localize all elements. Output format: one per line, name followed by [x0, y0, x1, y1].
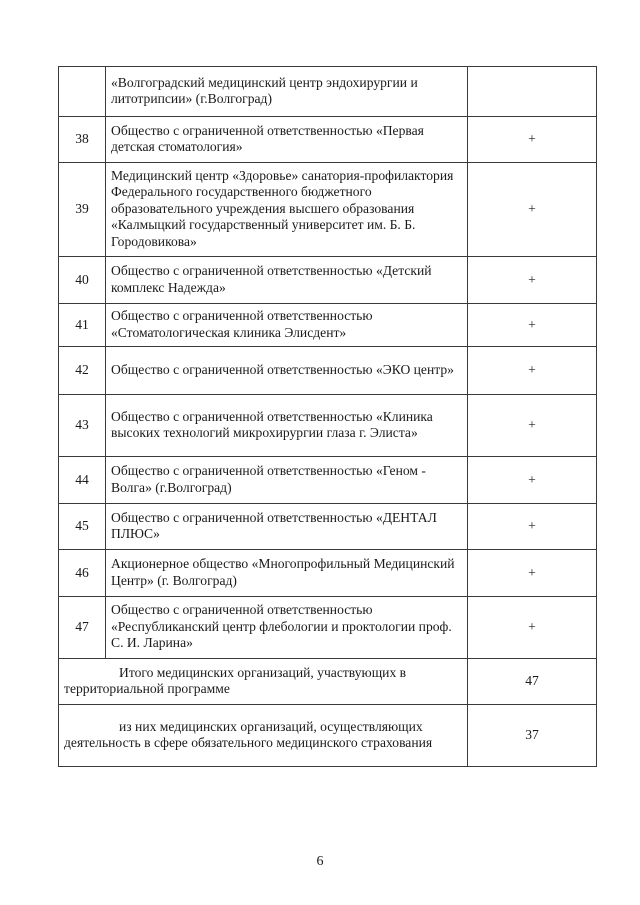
organization-name: Общество с ограниченной ответственностью «ЭКО центр»: [106, 347, 468, 395]
row-number: 41: [59, 304, 106, 347]
table-row: [59, 395, 597, 457]
row-number: 39: [59, 163, 106, 257]
table-row: [59, 504, 597, 550]
row-number: 47: [59, 597, 106, 659]
organization-name: Общество с ограниченной ответственностью «ДЕНТАЛ ПЛЮС»: [106, 504, 468, 550]
row-number: 46: [59, 550, 106, 597]
row-number: 42: [59, 347, 106, 395]
organization-name: Медицинский центр «Здоровье» санатория-профилактория Федерального государственного бюджетного образовательного учреждения высшего образования «Калмыцкий государственный университет им. Б. Б. Городовикова»: [106, 163, 468, 257]
participation-mark: +: [468, 504, 597, 550]
table-row: [59, 163, 597, 257]
oms-total-label-text: из них медицинских организаций, осуществляющих деятельность в сфере обязательного медицинского страхования: [64, 718, 433, 750]
table-row: [59, 67, 597, 117]
participation-mark: +: [468, 457, 597, 504]
total-label-text: Итого медицинских организаций, участвующих в территориальной программе: [64, 664, 407, 696]
organizations-table: [58, 66, 597, 767]
participation-mark: [468, 67, 597, 117]
total-row: [59, 659, 597, 705]
oms-total-value: 37: [468, 705, 597, 767]
organization-name: Общество с ограниченной ответственностью «Детский комплекс Надежда»: [106, 257, 468, 304]
table-row: [59, 457, 597, 504]
table-row: [59, 347, 597, 395]
row-number: [59, 67, 106, 117]
organization-name: «Волгоградский медицинский центр эндохирургии и литотрипсии» (г.Волгоград): [106, 67, 468, 117]
total-value: 47: [468, 659, 597, 705]
page-number: 6: [316, 854, 324, 869]
total-label: [59, 659, 468, 705]
participation-mark: +: [468, 304, 597, 347]
participation-mark: +: [468, 550, 597, 597]
organization-name: Общество с ограниченной ответственностью «Клиника высоких технологий микрохирургии глаза г. Элиста»: [106, 395, 468, 457]
row-number: 40: [59, 257, 106, 304]
participation-mark: +: [468, 597, 597, 659]
row-number: 45: [59, 504, 106, 550]
row-number: 38: [59, 117, 106, 163]
row-number: 44: [59, 457, 106, 504]
organization-name: Общество с ограниченной ответственностью «Первая детская стоматология»: [106, 117, 468, 163]
row-number: 43: [59, 395, 106, 457]
participation-mark: +: [468, 347, 597, 395]
participation-mark: +: [468, 395, 597, 457]
oms-total-label: [59, 705, 468, 767]
oms-total-row: [59, 705, 597, 767]
participation-mark: +: [468, 257, 597, 304]
table-row: [59, 304, 597, 347]
participation-mark: +: [468, 117, 597, 163]
table-row: [59, 257, 597, 304]
organizations-table-body: [59, 67, 597, 767]
organization-name: Общество с ограниченной ответственностью «Стоматологическая клиника Элисдент»: [106, 304, 468, 347]
table-row: [59, 597, 597, 659]
table-row: [59, 550, 597, 597]
organization-name: Акционерное общество «Многопрофильный Медицинский Центр» (г. Волгоград): [106, 550, 468, 597]
organization-name: Общество с ограниченной ответственностью «Геном - Волга» (г.Волгоград): [106, 457, 468, 504]
organization-name: Общество с ограниченной ответственностью «Республиканский центр флебологии и проктологии проф. С. И. Ларина»: [106, 597, 468, 659]
table-row: [59, 117, 597, 163]
participation-mark: +: [468, 163, 597, 257]
